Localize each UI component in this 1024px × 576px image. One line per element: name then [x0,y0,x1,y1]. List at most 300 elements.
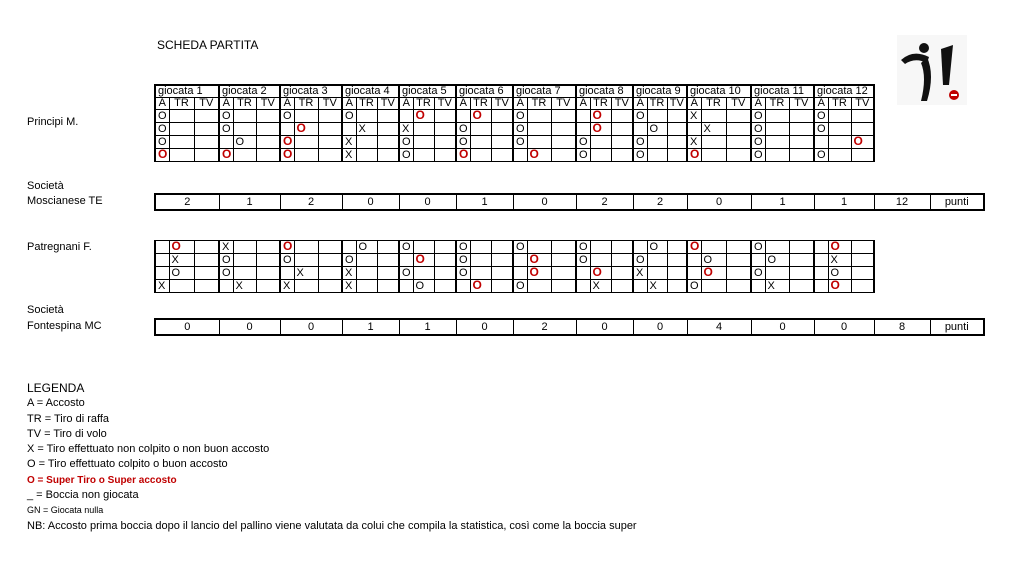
giocata-points: 2 [280,194,342,210]
shot-cell [667,136,687,149]
shot-cell: O [399,136,413,149]
giocata-points: 0 [342,194,399,210]
legend-tiro-volo: TV = Tiro di volo [27,427,107,440]
shot-cell [233,110,256,123]
subheader-tv: TV [256,98,280,110]
shot-cell: O [169,267,194,280]
shot-cell [611,280,633,293]
shot-cell: X [356,123,377,136]
shot-cell [155,267,169,280]
subheader-tv: TV [851,98,874,110]
subheader-tv: TV [726,98,751,110]
shot-cell [611,136,633,149]
giocata-header: giocata 12 [814,85,874,98]
shot-cell: X [701,123,726,136]
shot-cell: O [456,149,470,162]
giocata-points: 0 [219,319,280,335]
giocata-header: giocata 2 [219,85,280,98]
shot-cell: O [155,136,169,149]
shot-cell: O [456,267,470,280]
shot-cell: O [701,254,726,267]
legend-giocata-nulla: GN = Giocata nulla [27,505,104,516]
shot-cell [434,280,456,293]
subheader-a: A [399,98,413,110]
shot-cell: X [342,280,356,293]
shot-cell [726,254,751,267]
shot-cell [667,149,687,162]
shot-cell: O [814,110,828,123]
shot-cell [611,267,633,280]
giocata-header: giocata 11 [751,85,814,98]
total-points: 12 [874,194,930,210]
shot-cell: O [399,149,413,162]
shot-cell [667,241,687,254]
shot-cell [611,123,633,136]
shot-cell [318,110,342,123]
shot-cell [611,110,633,123]
giocata-points: 1 [456,194,513,210]
shot-cell: O [233,136,256,149]
shot-cell [789,254,814,267]
subheader-tv: TV [611,98,633,110]
giocata-points: 0 [814,319,874,335]
shot-cell [456,110,470,123]
legend [27,381,637,534]
giocata-points: 0 [687,194,751,210]
giocata-points: 2 [155,194,219,210]
shot-cell [399,110,413,123]
shot-cell [413,267,434,280]
shot-cell: X [590,280,611,293]
shot-cell [590,136,611,149]
shot-cell [470,149,491,162]
shot-cell: O [413,280,434,293]
shot-cell [256,110,280,123]
shot-cell: O [633,149,647,162]
shot-cell [687,267,701,280]
shot-cell: O [687,149,701,162]
shot-cell: O [828,241,851,254]
shot-cell [701,280,726,293]
subheader-a: A [814,98,828,110]
giocata-points: 0 [456,319,513,335]
shot-cell [726,136,751,149]
subheader-tr: TR [701,98,726,110]
shot-cell: O [456,241,470,254]
shot-cell [751,280,765,293]
subheader-a: A [576,98,590,110]
shot-cell [356,136,377,149]
shot-cell [233,241,256,254]
shot-cell: X [342,149,356,162]
shot-cell [194,254,219,267]
shot-cell [851,280,874,293]
shot-cell [647,254,667,267]
shot-cell [233,123,256,136]
giocata-header: giocata 6 [456,85,513,98]
legend-nb: NB: Accosto prima boccia dopo il lancio del pallino viene valutata da colui che compila la statistica, così come la boccia super [27,519,637,532]
giocata-points: 1 [399,319,456,335]
shot-cell: O [751,149,765,162]
shot-cell: O [647,123,667,136]
shot-cell [551,149,576,162]
shot-cell: O [513,280,527,293]
shot-cell: O [576,254,590,267]
shot-cell: O [527,267,551,280]
shot-cell: O [219,254,233,267]
shot-cell [233,149,256,162]
shot-cell [169,149,194,162]
giocata-points: 1 [814,194,874,210]
shot-cell: O [413,254,434,267]
shot-cell [318,280,342,293]
shot-cell [828,123,851,136]
shot-cell [726,110,751,123]
shot-cell [765,241,789,254]
shot-cell [789,241,814,254]
shot-cell [356,110,377,123]
shot-cell [491,280,513,293]
shot-cell: O [219,149,233,162]
shot-cell: O [356,241,377,254]
shot-cell [294,136,318,149]
shot-cell [701,136,726,149]
shot-cell [590,149,611,162]
shot-cell [194,241,219,254]
shot-cell [814,280,828,293]
shot-cell [294,280,318,293]
giocata-header: giocata 1 [155,85,219,98]
shot-cell: O [456,254,470,267]
shot-cell: X [233,280,256,293]
shot-cell [667,254,687,267]
legend-x: X = Tiro effettuato non colpito o non buon accosto [27,443,270,456]
shot-cell [194,136,219,149]
shot-cell [576,267,590,280]
shot-cell [256,254,280,267]
shot-cell [377,149,399,162]
shot-cell [667,267,687,280]
shot-cell: O [280,241,294,254]
shot-cell [667,123,687,136]
player-name: Principi M. [27,116,79,128]
shot-cell [155,254,169,267]
shot-cell [789,123,814,136]
shot-cell [647,149,667,162]
shot-cell: O [576,241,590,254]
shot-cell [256,136,280,149]
shot-cell [413,149,434,162]
subheader-tr: TR [647,98,667,110]
legend-blank: _ = Boccia non giocata [27,489,139,502]
shot-cell [611,241,633,254]
shot-cell [434,123,456,136]
societa-label: Società [27,180,64,192]
shot-cell [399,254,413,267]
shot-cell [470,267,491,280]
shot-cell [527,280,551,293]
shot-cell [611,149,633,162]
shot-cell: O [687,241,701,254]
shot-cell [726,241,751,254]
shot-cell [413,123,434,136]
shot-cell [194,110,219,123]
shot-cell: X [342,267,356,280]
subheader-a: A [751,98,765,110]
shot-cell [294,149,318,162]
shot-cell [828,136,851,149]
legend-tiro-raffa: TR = Tiro di raffa [27,412,110,425]
giocata-header: giocata 10 [687,85,751,98]
shot-cell [726,123,751,136]
giocata-points: 2 [576,194,633,210]
shot-cell [828,110,851,123]
shot-cell [789,267,814,280]
shot-cell: O [527,149,551,162]
shot-cell [155,241,169,254]
shot-cell [701,149,726,162]
subheader-tv: TV [551,98,576,110]
giocata-points: 4 [687,319,751,335]
shot-cell: O [576,149,590,162]
shot-cell [377,241,399,254]
shot-cell [491,241,513,254]
subheader-tv: TV [318,98,342,110]
shot-cell [294,241,318,254]
shot-cell [789,136,814,149]
shot-cell [789,280,814,293]
shot-cell [434,241,456,254]
shot-cell: O [590,267,611,280]
shot-cell [765,136,789,149]
subheader-a: A [633,98,647,110]
shot-cell: O [814,123,828,136]
shot-cell [551,267,576,280]
shot-cell [434,267,456,280]
shot-cell [356,280,377,293]
shot-cell: O [280,254,294,267]
shot-cell [491,123,513,136]
shot-cell [726,280,751,293]
shot-cell [491,267,513,280]
shot-cell: X [647,280,667,293]
shot-cell [513,267,527,280]
shot-cell [701,110,726,123]
shot-cell: X [155,280,169,293]
shot-cell [294,110,318,123]
shot-cell: O [294,123,318,136]
shot-cell [633,280,647,293]
shot-cell [456,280,470,293]
points-row-patregnani [154,318,985,336]
shot-cell: O [456,123,470,136]
shot-cell [377,254,399,267]
shot-cell: O [155,149,169,162]
giocata-header: giocata 7 [513,85,576,98]
subheader-a: A [456,98,470,110]
subheader-a: A [219,98,233,110]
giocata-header: giocata 4 [342,85,399,98]
shot-cell: O [456,136,470,149]
shot-cell: O [470,110,491,123]
shot-cell [318,149,342,162]
shot-cell [169,110,194,123]
shot-cell [233,254,256,267]
shot-cell [434,254,456,267]
shot-cell [726,267,751,280]
shot-cell [551,110,576,123]
shot-cell [377,110,399,123]
shot-cell [647,267,667,280]
shot-cell: O [342,110,356,123]
shot-cell: O [280,136,294,149]
shot-cell [434,136,456,149]
shot-cell [356,267,377,280]
shot-cell [194,280,219,293]
shot-cell [633,241,647,254]
shot-cell: O [576,136,590,149]
subheader-tr: TR [828,98,851,110]
page-title: SCHEDA PARTITA [157,38,259,52]
legend-accosto: A = Accosto [27,397,85,410]
shot-cell: O [647,241,667,254]
shot-cell [194,267,219,280]
shot-cell [851,123,874,136]
shot-cell: X [687,136,701,149]
shot-cell [590,254,611,267]
subheader-a: A [687,98,701,110]
subheader-tr: TR [169,98,194,110]
shot-cell [434,149,456,162]
shot-cell: X [219,241,233,254]
shot-cell [527,123,551,136]
shot-cell: O [751,241,765,254]
shot-cell [687,254,701,267]
shot-cell [413,136,434,149]
subheader-a: A [342,98,356,110]
shot-cell: X [294,267,318,280]
societa-name: Moscianese TE [27,195,103,207]
bocce-player-logo [897,35,967,105]
giocata-points: 0 [280,319,342,335]
shot-cell [377,123,399,136]
shot-cell [256,149,280,162]
shot-cell [590,241,611,254]
shot-cell: O [828,280,851,293]
shot-cell: X [633,267,647,280]
shot-cell: O [814,149,828,162]
punti-label: punti [930,194,984,210]
shot-cell [377,280,399,293]
giocata-points: 0 [399,194,456,210]
subheader-a: A [155,98,169,110]
shot-cell [765,123,789,136]
shot-cell [470,241,491,254]
shot-cell: O [342,254,356,267]
shot-cell [527,110,551,123]
giocata-header: giocata 3 [280,85,342,98]
shot-cell [470,123,491,136]
shot-cell [470,136,491,149]
subheader-tr: TR [233,98,256,110]
shot-cell [765,267,789,280]
shot-cell [318,267,342,280]
subheader-tr: TR [294,98,318,110]
shot-cell [667,280,687,293]
shot-cell [751,254,765,267]
shot-cell [647,110,667,123]
giocata-points: 0 [633,319,687,335]
subheader-tv: TV [667,98,687,110]
giocata-points: 0 [155,319,219,335]
shot-cell [851,241,874,254]
shot-cell [434,110,456,123]
shot-cell [491,110,513,123]
shot-cell [765,149,789,162]
score-grid-principi [154,84,875,162]
shot-cell: X [828,254,851,267]
shot-cell [256,123,280,136]
shot-cell [491,136,513,149]
shot-cell: O [413,110,434,123]
shot-cell: O [155,110,169,123]
shot-cell [576,123,590,136]
giocata-points: 0 [576,319,633,335]
shot-cell [491,149,513,162]
shot-cell [576,110,590,123]
subheader-tv: TV [434,98,456,110]
shot-cell [551,280,576,293]
shot-cell [194,123,219,136]
shot-cell: O [633,110,647,123]
shot-cell [611,254,633,267]
societa-label: Società [27,304,64,316]
giocata-header: giocata 9 [633,85,687,98]
shot-cell: O [633,254,647,267]
shot-cell [356,149,377,162]
subheader-tv: TV [491,98,513,110]
shot-cell [551,254,576,267]
subheader-tr: TR [413,98,434,110]
shot-cell [377,267,399,280]
shot-cell [399,280,413,293]
score-grid-patregnani [154,240,875,293]
shot-cell [828,149,851,162]
shot-cell: O [470,280,491,293]
subheader-a: A [513,98,527,110]
shot-cell [256,280,280,293]
shot-cell: O [751,110,765,123]
giocata-points: 2 [513,319,576,335]
shot-cell [701,241,726,254]
shot-cell [726,149,751,162]
shot-cell: O [513,136,527,149]
shot-cell [318,123,342,136]
shot-cell [491,254,513,267]
shot-cell [169,136,194,149]
giocata-header: giocata 8 [576,85,633,98]
shot-cell [576,280,590,293]
shot-cell [633,123,647,136]
shot-cell [169,123,194,136]
shot-cell [667,110,687,123]
shot-cell [377,136,399,149]
shot-cell: O [513,241,527,254]
shot-cell [280,123,294,136]
shot-cell [551,241,576,254]
giocata-points: 1 [219,194,280,210]
shot-cell [551,136,576,149]
